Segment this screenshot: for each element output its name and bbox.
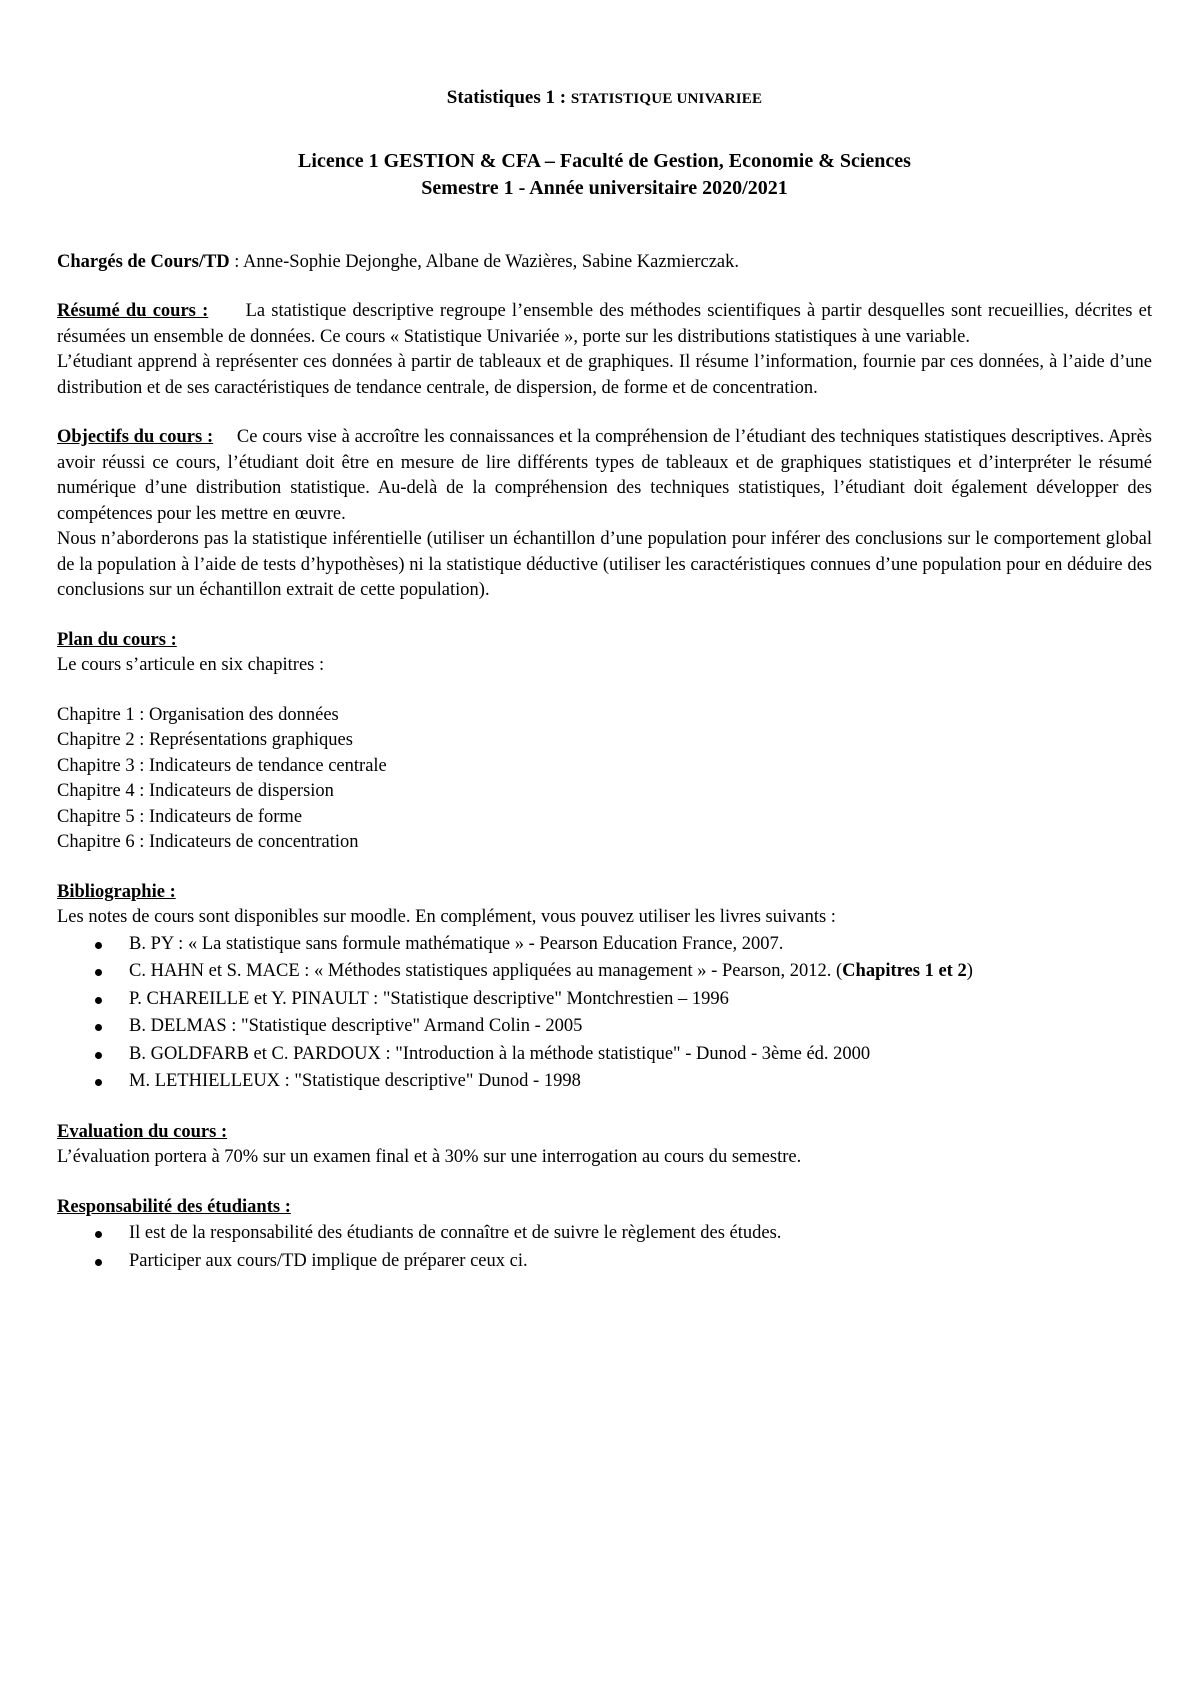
- book-text: B. PY : « La statistique sans formule mathématique » - Pearson Education France, 2007.: [129, 933, 784, 954]
- book-item: [57, 986, 1152, 1014]
- objectives-text-1: Ce cours vise à accroître les connaissances et la compréhension de l’étudiant des techniques statistiques descriptives. Après avoir réussi ce cours, l’étudiant doit être en mesure de lire différents types de tableaux et de graphiques statistiques et d’interpréter le résumé numérique d’une distribution statistique. Au-delà de la compréhension des techniques statistiques, l’étudiant doit également développer des compétences pour les mettre en œuvre.: [57, 427, 1152, 524]
- summary-paragraph-1: [57, 299, 1152, 350]
- semester-title: Semestre 1 - Année universitaire 2020/2021: [421, 176, 788, 199]
- summary-label: Résumé du cours :: [57, 301, 209, 321]
- chapter-item: Chapitre 3 : Indicateurs de tendance centrale: [57, 755, 387, 776]
- bullet-icon: [95, 1079, 102, 1086]
- book-item: [57, 931, 1152, 959]
- bullet-icon: [95, 1231, 102, 1238]
- chapter-item: Chapitre 1 : Organisation des données: [57, 704, 339, 725]
- book-chapters-note: Chapitres 1 et 2: [842, 961, 967, 981]
- responsibility-item: [57, 1248, 1152, 1276]
- instructors-line: [57, 250, 1152, 276]
- bullet-icon: [95, 997, 102, 1004]
- responsibility-list: [57, 1220, 1152, 1275]
- instructors-names: Anne-Sophie Dejonghe, Albane de Wazières, Sabine Kazmierczak.: [243, 251, 739, 272]
- book-text: M. LETHIELLEUX : "Statistique descriptive" Dunod - 1998: [129, 1071, 581, 1091]
- book-item: [57, 1041, 1152, 1069]
- instructors-separator: :: [229, 251, 244, 272]
- course-name: STATISTIQUE UNIVARIEE: [570, 91, 763, 107]
- objectives-paragraph-1: [57, 425, 1152, 527]
- chapter-item: Chapitre 2 : Représentations graphiques: [57, 730, 353, 750]
- chapter-item: Chapitre 5 : Indicateurs de forme: [57, 806, 303, 827]
- program-title: Licence 1 GESTION & CFA – Faculté de Gestion, Economie & Sciences: [298, 149, 911, 172]
- chapter-item: Chapitre 4 : Indicateurs de dispersion: [57, 781, 334, 801]
- bibliography-intro: Les notes de cours sont disponibles sur moodle. En complément, vous pouvez utiliser les livres suivants :: [57, 907, 836, 927]
- bullet-icon: [95, 942, 102, 949]
- book-text: C. HAHN et S. MACE : « Méthodes statistiques appliquées au management » - Pearson, 2012. (: [129, 961, 843, 981]
- responsibility-text: Il est de la responsabilité des étudiants de connaître et de suivre le règlement des études.: [129, 1223, 782, 1243]
- book-text-suffix: ): [966, 961, 973, 981]
- plan-label: Plan du cours :: [57, 629, 177, 650]
- course-prefix: Statistiques 1 :: [446, 87, 567, 108]
- book-text: B. GOLDFARB et C. PARDOUX : "Introduction à la méthode statistique" - Dunod - 3ème éd. 2000: [129, 1043, 871, 1064]
- course-title: [57, 0, 1152, 113]
- plan-intro: Le cours s’articule en six chapitres :: [57, 655, 325, 675]
- plan-heading: [57, 628, 1152, 654]
- responsibility-item: [57, 1220, 1152, 1248]
- book-text: P. CHAREILLE et Y. PINAULT : "Statistique descriptive" Montchrestien – 1996: [129, 988, 729, 1009]
- bullet-icon: [95, 969, 102, 976]
- chapter-list: [57, 703, 1152, 856]
- instructors-label: Chargés de Cours/TD: [57, 251, 230, 272]
- book-text: B. DELMAS : "Statistique descriptive" Armand Colin - 2005: [129, 1016, 583, 1036]
- book-item: [57, 1013, 1152, 1041]
- book-item: [57, 958, 1152, 986]
- objectives-label: Objectifs du cours :: [57, 427, 214, 447]
- responsibility-heading: [57, 1195, 1152, 1221]
- summary-text-1: La statistique descriptive regroupe l’ensemble des méthodes scientifiques à partir desquelles sont recueillies, décrites et résumées un ensemble de données. Ce cours « Statistique Univariée », porte sur les distributions statistiques à une variable.: [57, 301, 1153, 347]
- bibliography-heading: [57, 880, 1152, 906]
- evaluation-text: L’évaluation portera à 70% sur un examen final et à 30% sur une interrogation au cours du semestre.: [57, 1147, 802, 1167]
- bibliography-label: Bibliographie :: [57, 881, 176, 902]
- chapter-item: Chapitre 6 : Indicateurs de concentration: [57, 832, 359, 852]
- summary-paragraph-2: L’étudiant apprend à représenter ces données à partir de tableaux et de graphiques. Il résume l’information, fournie par ces données, à l’aide d’une distribution et de ses caractéristiques de tendance centrale, de dispersion, de forme et de concentration.: [57, 352, 1152, 398]
- evaluation-heading: [57, 1120, 1152, 1146]
- evaluation-label: Evaluation du cours :: [57, 1121, 228, 1142]
- responsibility-label: Responsabilité des étudiants :: [57, 1196, 291, 1217]
- bullet-icon: [95, 1052, 102, 1059]
- bullet-icon: [95, 1024, 102, 1031]
- responsibility-text: Participer aux cours/TD implique de préparer ceux ci.: [129, 1250, 528, 1271]
- bibliography-list: [57, 931, 1152, 1096]
- bullet-icon: [95, 1259, 102, 1266]
- objectives-paragraph-2: Nous n’aborderons pas la statistique inférentielle (utiliser un échantillon d’une population pour inférer des conclusions sur le comportement global de la population à l’aide de tests d’hypothèses) ni la statistique déductive (utiliser les caractéristiques connues d’une population pour en déduire des conclusions sur un échantillon extrait de cette population).: [57, 529, 1152, 600]
- book-item: [57, 1068, 1152, 1096]
